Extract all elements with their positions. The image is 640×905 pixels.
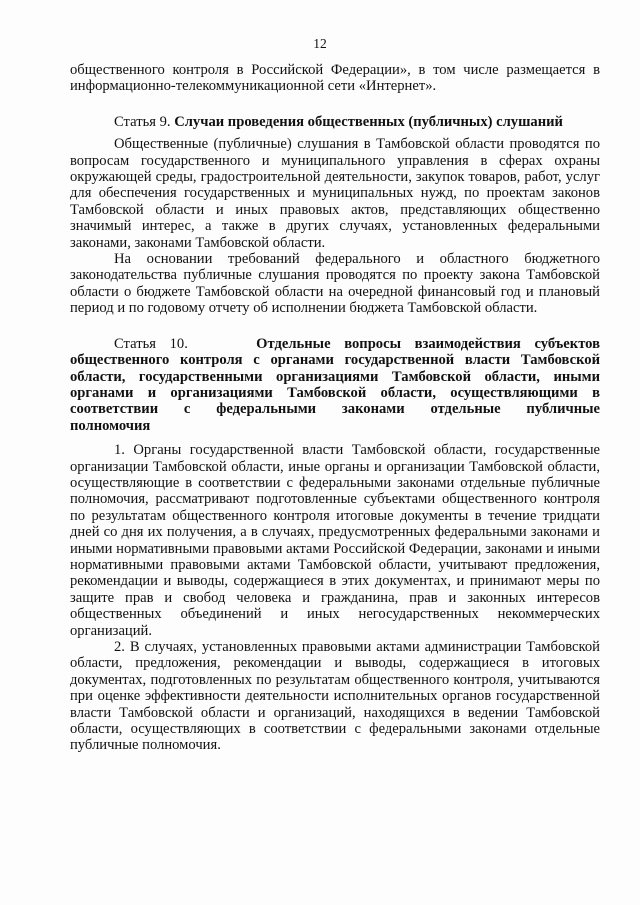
- article-10-title: Отдельные вопросы взаимодействия субъектов общественного контроля с органами государственной власти Тамбовской области, государственными организациями Тамбовской области, иными органами и организациями Тамбовской области, осуществляющими в соответствии с федеральными законами отдельные публичные: [70, 335, 600, 418]
- article-9-paragraph-2: На основании требований федерального и областного бюджетного законодательства публичные слушания проводятся по проекту закона Тамбовской области о бюджете Тамбовской области на очередной финансовый год и плановый период и по годовому отчету об исполнении бюджета Тамбовской области.: [70, 251, 600, 317]
- article-10-heading: [70, 336, 600, 434]
- article-10-heading-text: [70, 336, 600, 418]
- article-10-paragraph-1: 1. Органы государственной власти Тамбовской области, государственные организации Тамбовской области, иные органы и организации Тамбовской области, осуществляющие в соответствии с федеральными законами отдельные публичные полномочия, рассматривают подготовленные субъектами общественного контроля по результатам общественного контроля итоговые документы в течение тридцати дней со дня их получения, а в случаях, предусмотренных федеральными законами и иными нормативными правовыми актами Российской Федерации, законами и иными нормативными правовыми актами Тамбовской области, учитывают предложения, рекомендации и выводы, содержащиеся в этих документах, и принимают меры по защите прав и свобод человека и гражданина, прав и законных интересов общественных объединений и иных негосударственных некоммерческих организаций.: [70, 442, 600, 639]
- article-9-heading: [70, 114, 600, 130]
- article-10-heading-end: [70, 418, 600, 434]
- article-9-paragraph-1: Общественные (публичные) слушания в Тамбовской области проводятся по вопросам государственного и муниципального управления в сферах охраны окружающей среды, градостроительной деятельности, закупок товаров, работ, услуг для обеспечения государственных и муниципальных нужд, по проектам законов Тамбовской области и иных правовых актов, представляющих общественно значимый интерес, а также в других случаях, установленных федеральными законами, законами Тамбовской области.: [70, 136, 600, 251]
- page-number: 12: [313, 36, 327, 51]
- intro-paragraph: общественного контроля в Российской Федерации», в том числе размещается в информационно-телекоммуникационной сети «Интернет».: [70, 62, 600, 95]
- article-10-paragraph-2: 2. В случаях, установленных правовыми актами администрации Тамбовской области, предложения, рекомендации и выводы, содержащиеся в итоговых документах, подготовленных по результатам общественного контроля, учитываются при оценке эффективности деятельности исполнительных органов государственной власти Тамбовской области и организаций, находящихся в ведении Тамбовской области, осуществляющих в соответствии с федеральными законами отдельные публичные полномочия.: [70, 639, 600, 754]
- article-9-title: Случаи проведения общественных (публичных) слушаний: [174, 113, 563, 130]
- article-10-label: Статья 10.: [114, 335, 188, 352]
- document-body: [70, 62, 600, 754]
- article-9-label: Статья 9.: [114, 113, 171, 130]
- article-10-title-end: полномочия: [70, 417, 151, 434]
